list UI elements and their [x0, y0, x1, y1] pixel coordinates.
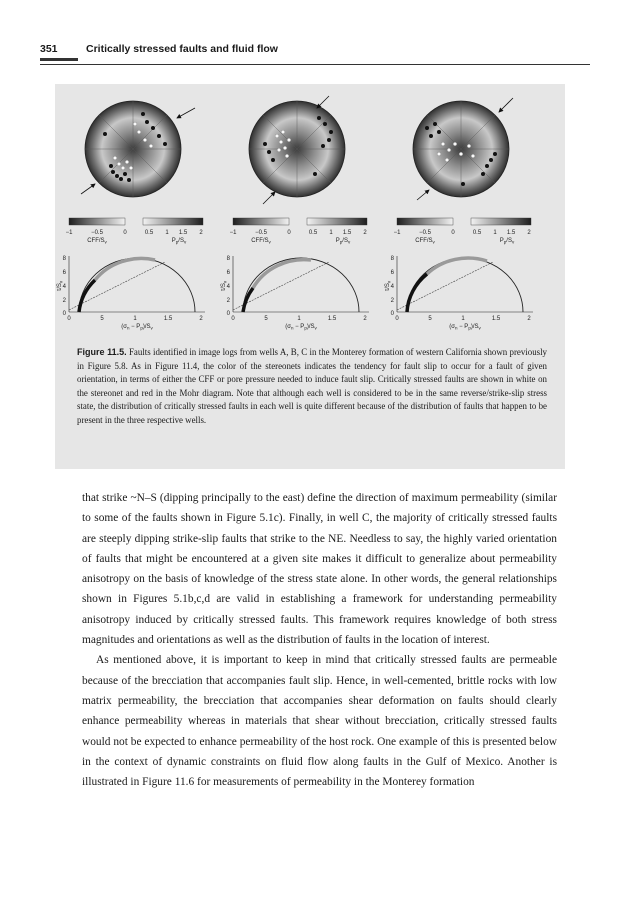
well-a-colorbar-cff [66, 218, 128, 245]
svg-text:2: 2 [363, 230, 367, 236]
svg-text:1.5: 1.5 [163, 316, 173, 322]
svg-text:τ/Sv: $\tau/S_v$ [385, 280, 392, 292]
body-text [82, 488, 557, 792]
well-a-stereonet [81, 101, 195, 197]
svg-text:0: 0 [287, 230, 291, 236]
svg-text:2: 2 [363, 316, 367, 322]
well-c-colorbar-cff [394, 218, 456, 245]
svg-text:CFF/Sv: CFF/$S_v$ [251, 238, 271, 245]
svg-text:6: 6 [226, 270, 230, 276]
well-b-mohr-diagram [221, 256, 369, 331]
figure-caption [77, 346, 547, 427]
svg-text:8: 8 [390, 256, 394, 262]
well-c-colorbar-pp [471, 218, 531, 245]
svg-text:8: 8 [62, 256, 66, 262]
svg-text:5: 5 [264, 316, 268, 322]
svg-text:2: 2 [62, 298, 66, 304]
svg-text:−0.5: −0.5 [255, 230, 267, 236]
svg-text:4: 4 [62, 284, 66, 290]
svg-text:(σn − Pp)/Sv: $(\sigma_n - P_p)/S_v$ [449, 324, 481, 331]
svg-text:4: 4 [390, 284, 394, 290]
svg-text:1: 1 [297, 316, 301, 322]
svg-text:−1: −1 [393, 230, 401, 236]
svg-text:0: 0 [226, 311, 230, 317]
svg-text:τ/Sv: $\tau/S_v$ [221, 280, 228, 292]
svg-text:1.5: 1.5 [491, 316, 501, 322]
svg-text:0.5: 0.5 [308, 230, 318, 236]
svg-text:1.5: 1.5 [178, 230, 188, 236]
svg-text:1.5: 1.5 [327, 316, 337, 322]
svg-text:1: 1 [165, 230, 169, 236]
well-c-mohr-diagram [385, 256, 533, 331]
svg-text:5: 5 [428, 316, 432, 322]
svg-text:τ/Sv: $\tau/S_v$ [57, 280, 64, 292]
figure-caption-text: Faults identified in image logs from wells A, B, C in the Monterey formation of western California shown previously in Figure 5.8. As in Figure 11.4, the color of the stereonets indicates the tendency for fault slip to occur for a fault of given orientation, in terms of either the CFF or pore pressure needed to induce fault slip. Critically stressed faults are shown in white on the stereonet and red in the Mohr diagram. Note that although each well is considered to be in the same reverse/strike-slip stress state, the distribution of critically stressed faults in each well is quite different because of the distribution of faults that happen to be present in the three respective wells. [77, 347, 547, 425]
svg-text:8: 8 [226, 256, 230, 262]
svg-text:(σn − Pp)/Sv: $(\sigma_n - P_p)/S_v$ [285, 324, 317, 331]
svg-text:1: 1 [493, 230, 497, 236]
svg-text:0.5: 0.5 [144, 230, 154, 236]
svg-text:6: 6 [62, 270, 66, 276]
svg-text:0: 0 [390, 311, 394, 317]
figure-label: Figure 11.5. [77, 347, 127, 357]
header-rule-thick [40, 58, 78, 61]
svg-text:(σn − Pp)/Sv: $(\sigma_n - P_p)/S_v$ [121, 324, 153, 331]
svg-text:Pp/Sv: $P_p/S_v$ [171, 238, 187, 245]
svg-text:0: 0 [123, 230, 127, 236]
svg-text:Pp/Sv: $P_p/S_v$ [335, 238, 351, 245]
running-title: Critically stressed faults and fluid flow [86, 43, 278, 55]
svg-text:1.5: 1.5 [342, 230, 352, 236]
body-paragraph-2: As mentioned above, it is important to keep in mind that critically stressed faults are permeable because of the brecciation that accompanies fault slip. Hence, in well-cemented, brittle rocks with low matrix permeability, the brecciation that accompanies shear deformation on faults should clearly enhance permeability whereas in materials that shear without brecciation, critically stressed faults would not be expected to enhance permeability of the host rock. One example of this is presented below in the context of dynamic constraints on fluid flow along faults in the Gulf of Mexico. Another is illustrated in Figure 11.6 for measurements of permeability in the Monterey formation [82, 654, 557, 789]
svg-text:CFF/Sv: CFF/$S_v$ [87, 238, 107, 245]
svg-text:2: 2 [199, 316, 203, 322]
well-a-mohr-diagram [57, 256, 205, 331]
well-a-colorbar-pp [143, 218, 203, 245]
svg-text:2: 2 [527, 230, 531, 236]
svg-text:−0.5: −0.5 [419, 230, 431, 236]
page-number: 351 [40, 43, 58, 55]
svg-text:1: 1 [461, 316, 465, 322]
svg-text:0.5: 0.5 [472, 230, 482, 236]
well-c-stereonet [413, 98, 513, 200]
svg-text:6: 6 [390, 270, 394, 276]
svg-text:1: 1 [329, 230, 333, 236]
svg-text:2: 2 [527, 316, 531, 322]
svg-text:−1: −1 [229, 230, 237, 236]
svg-text:1: 1 [133, 316, 137, 322]
svg-text:CFF/Sv: CFF/$S_v$ [415, 238, 435, 245]
svg-text:0: 0 [395, 316, 399, 322]
svg-text:1.5: 1.5 [506, 230, 516, 236]
well-b-panel [221, 96, 369, 331]
svg-text:−0.5: −0.5 [91, 230, 103, 236]
page-header [40, 43, 590, 65]
well-b-colorbar-cff [230, 218, 292, 245]
svg-text:2: 2 [199, 230, 203, 236]
svg-text:−1: −1 [65, 230, 73, 236]
svg-text:4: 4 [226, 284, 230, 290]
svg-text:2: 2 [390, 298, 394, 304]
well-b-stereonet [249, 96, 345, 204]
svg-text:0: 0 [451, 230, 455, 236]
figure-panels [55, 84, 565, 344]
svg-text:0: 0 [62, 311, 66, 317]
svg-text:0: 0 [231, 316, 235, 322]
well-c-panel [385, 98, 533, 331]
body-paragraph-1: that strike ~N–S (dipping principally to the east) define the direction of maximum permeability (similar to some of the faults shown in Figure 5.1c). Finally, in well C, the majority of critically stressed faults are steeply dipping strike-slip faults that strike to the NE. Needless to say, the highly varied orientation of faults that might be encountered at a given site makes it difficult to generalize about permeability anisotropy on the basis of knowledge of the stress state alone. In other words, the general relationships shown in Figures 5.1b,c,d are valid in establishing a framework for understanding permeability anisotropy induced by critically stressed faults. This framework requires knowledge of both stress magnitudes and orientations as well as the distribution of faults in the location of interest. [82, 492, 557, 647]
well-b-colorbar-pp [307, 218, 367, 245]
svg-text:5: 5 [100, 316, 104, 322]
svg-text:2: 2 [226, 298, 230, 304]
svg-text:Pp/Sv: $P_p/S_v$ [499, 238, 515, 245]
svg-text:0: 0 [67, 316, 71, 322]
header-rule [40, 64, 590, 65]
well-a-panel [57, 101, 205, 331]
figure-11-5 [55, 84, 565, 469]
